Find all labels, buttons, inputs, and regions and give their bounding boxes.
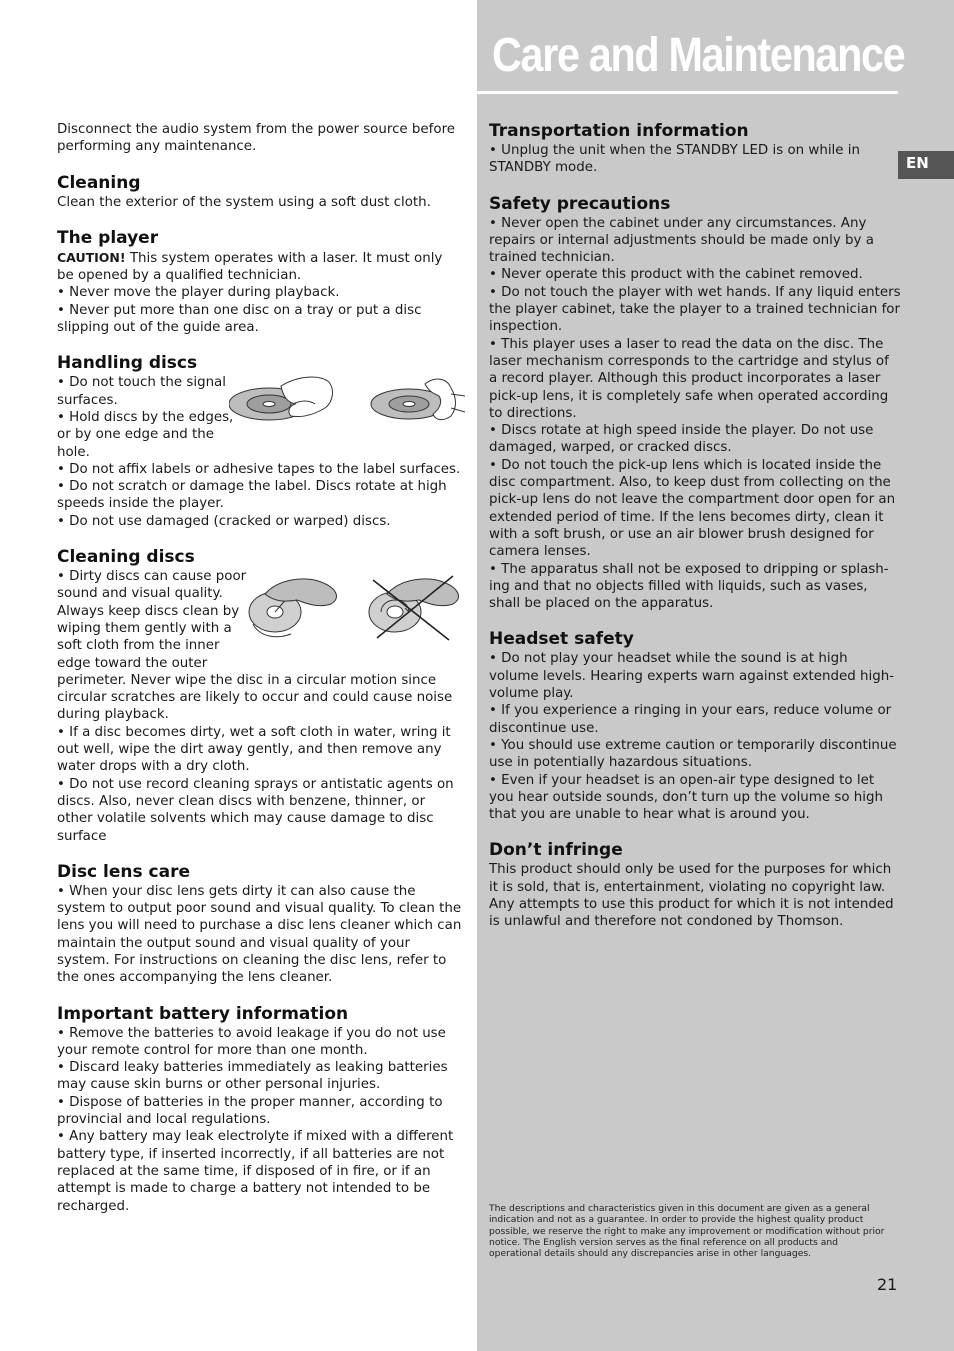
page-title: Care and Maintenance — [492, 29, 905, 82]
player-heading: The player — [57, 227, 159, 248]
handling-bullet: • Do not touch the signal surfaces. — [57, 375, 226, 408]
cleaning-heading: Cleaning — [57, 172, 141, 193]
handling-wrapped-text — [57, 374, 247, 460]
caution-paragraph — [57, 249, 462, 285]
headset-section — [489, 629, 901, 823]
language-tab-label: EN — [906, 154, 929, 172]
left-column — [57, 121, 462, 1232]
transport-heading: Transportation information — [489, 121, 749, 141]
headset-bullet: • You should use extreme caution or temporarily discontinue use in potentially hazardous situations. — [489, 737, 897, 771]
infringe-section — [489, 840, 901, 930]
transport-section — [489, 121, 901, 177]
intro-text: Disconnect the audio system from the power source before performing any maintenance. — [57, 122, 456, 155]
disclaimer-text: The descriptions and characteristics given in this document are given as a general indication and not as a guarantee. In order to provide the highest quality product possible, we reserve the right to make any improvement or modification without prior notice. The English version serves as the final reference on all products and operational details should any discrepancies arise in other languages. — [489, 1203, 885, 1260]
safety-bullet: • The apparatus shall not be exposed to dripping or splash-ing and that no objects filled with liquids, such as vases, shall be placed on the apparatus. — [489, 561, 889, 612]
page-number: 21 — [877, 1275, 898, 1294]
cleaning-discs-bullet: • Dirty discs can cause poor sound and visual quality. Always keep discs clean by wiping them gently with a soft cloth from the inner edge toward the outer — [57, 569, 247, 671]
battery-bullet: • Dispose of batteries in the proper manner, according to provincial and local regulations. — [57, 1094, 443, 1128]
cleaning-text: Clean the exterior of the system using a soft dust cloth. — [57, 194, 431, 210]
disc-cleaning-illustration — [245, 572, 465, 642]
language-tab — [898, 151, 954, 179]
cleaning-discs-section — [57, 547, 462, 845]
intro-section — [57, 121, 462, 156]
cleaning-discs-wrapped-text — [57, 568, 247, 672]
safety-bullet: • Never operate this product with the cabinet removed. — [489, 267, 863, 283]
player-bullet: • Never move the player during playback. — [57, 285, 340, 301]
cleaning-discs-bullet: • Do not use record cleaning sprays or antistatic agents on discs. Also, never clean discs with benzene, thinner, or other volatile solvents which may cause damage to disc surface — [57, 776, 454, 844]
cleaning-discs-continued: perimeter. Never wipe the disc in a circular motion since circular scratches are likely to occur and could cause noise during playback. — [57, 672, 453, 723]
cleaning-discs-figure-row — [57, 568, 462, 672]
safety-section — [489, 194, 901, 613]
handling-discs-heading: Handling discs — [57, 353, 198, 374]
player-section — [57, 228, 462, 336]
battery-bullet: • Discard leaky batteries immediately as leaking batteries may cause skin burns or other personal injuries. — [57, 1060, 448, 1093]
infringe-text: This product should only be used for the purposes for which it is sold, that is, entertainment, violating no copyright law. Any attempts to use this product for which it is not intended is unlawful and therefore not condoned by Thomson. — [489, 862, 894, 930]
battery-bullet: • Remove the batteries to avoid leakage if you do not use your remote control for more than one month. — [57, 1025, 446, 1058]
handling-bullet: • Hold discs by the edges, or by one edge and the hole. — [57, 409, 234, 460]
disc-handling-illustration — [229, 374, 465, 434]
title-underline — [477, 91, 898, 94]
cleaning-discs-bullet: • If a disc becomes dirty, wet a soft cloth in water, wring it out well, wipe the dirt away gently, and then remove any water drops with a dry cloth. — [57, 724, 451, 775]
battery-section — [57, 1004, 462, 1215]
right-column — [489, 121, 901, 948]
handling-bullet: • Do not affix labels or adhesive tapes to the label surfaces. — [57, 461, 461, 477]
safety-bullet: • Discs rotate at high speed inside the player. Do not use damaged, warped, or cracked discs. — [489, 423, 874, 456]
safety-bullet: • Do not touch the pick-up lens which is located inside the disc compartment. Also, to keep dust from collecting on the pick-up lens do not leave the compartment door open for an extended period of time. If the lens becomes dirty, clean it with a soft brush, or use an air blower brush designed for camera lenses. — [489, 457, 896, 560]
handling-discs-section — [57, 353, 462, 530]
headset-bullet: • If you experience a ringing in your ears, reduce volume or discontinue use. — [489, 703, 892, 736]
cleaning-section — [57, 173, 462, 211]
transport-text: • Unplug the unit when the STANDBY LED is on while in STANDBY mode. — [489, 143, 860, 176]
disc-lens-heading: Disc lens care — [57, 861, 191, 882]
safety-heading: Safety precautions — [489, 193, 671, 214]
headset-heading: Headset safety — [489, 629, 634, 650]
disc-lens-text: • When your disc lens gets dirty it can also cause the system to output poor sound and visual quality. To clean the lens you will need to purchase a disc lens cleaner which can maintain the output sound and visual quality of your system. For instructions on cleaning the disc lens, refer to the ones accompanying the lens cleaner. — [57, 883, 462, 986]
safety-bullet: • Never open the cabinet under any circumstances. Any repairs or internal adjustments should be made only by a trained technician. — [489, 215, 874, 266]
headset-bullet: • Do not play your headset while the sound is at high volume levels. Hearing experts warn against extended high-volume play. — [489, 651, 895, 702]
headset-bullet: • Even if your headset is an open-air type designed to let you hear outside sounds, don’t turn up the volume so high that you are unable to hear what is around you. — [489, 772, 883, 823]
safety-bullet: • Do not touch the player with wet hands. If any liquid enters the player cabinet, take the player to a trained technician for inspection. — [489, 284, 901, 335]
caution-label: CAUTION! — [57, 249, 126, 265]
disc-lens-section — [57, 862, 462, 987]
battery-heading: Important battery information — [57, 1003, 349, 1024]
player-bullet: • Never put more than one disc on a tray or put a disc slipping out of the guide area. — [57, 302, 422, 336]
handling-bullet: • Do not scratch or damage the label. Discs rotate at high speeds inside the player. — [57, 479, 447, 512]
safety-bullet: • This player uses a laser to read the data on the disc. The laser mechanism corresponds to the cartridge and stylus of a record player. Although this product incorporates a laser pick-up lens, it is completely safe when operated according to directions. — [489, 336, 889, 421]
cleaning-discs-heading: Cleaning discs — [57, 547, 195, 568]
infringe-heading: Don’t infringe — [489, 840, 623, 861]
handling-discs-figure-row — [57, 374, 462, 460]
caution-text: This system operates with a laser. It must only be opened by a qualified technician. — [57, 250, 443, 284]
battery-bullet: • Any battery may leak electrolyte if mixed with a different battery type, if inserted incorrectly, if all batteries are not replaced at the same time, if disposed of in fire, or if an attempt is made to charge a battery not intended to be recharged. — [57, 1129, 454, 1214]
handling-bullet: • Do not use damaged (cracked or warped) discs. — [57, 513, 391, 529]
